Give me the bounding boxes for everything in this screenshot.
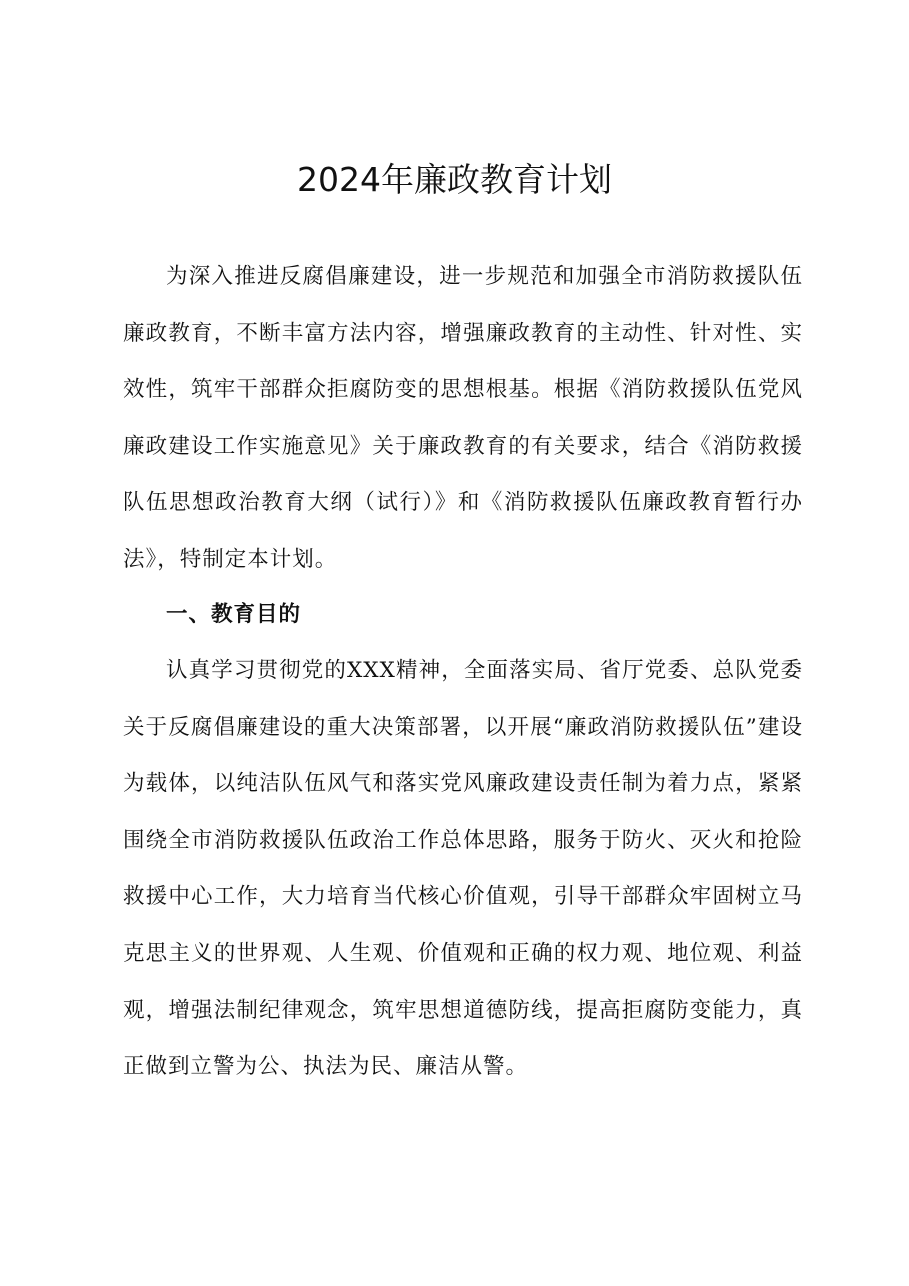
- section-heading-education-purpose: 一、教育目的: [166, 602, 302, 627]
- document-title: 2024年廉政教育计划: [297, 160, 612, 199]
- section-paragraph-education-purpose: 认真学习贯彻党的XXX精神，全面落实局、省厅党委、总队党委关于反腐倡廉建设的重大决策部署，以开展“廉政消防救援队伍”建设为载体，以纯洁队伍风气和落实党风廉政建设责任制为着力点，紧紧围绕全市消防救援队伍政治工作总体思路，服务于防火、灭火和抢险救援中心工作，大力培育当代核心价值观，引导干部群众牢固树立马克思主义的世界观、人生观、价值观和正确的权力观、地位观、利益观，增强法制纪律观念，筑牢思想道德防线，提高拒腐防变能力，真正做到立警为公、执法为民、廉洁从警。: [123, 658, 803, 1080]
- intro-paragraph: 为深入推进反腐倡廉建设，进一步规范和加强全市消防救援队伍廉政教育，不断丰富方法内容，增强廉政教育的主动性、针对性、实效性，筑牢干部群众拒腐防变的思想根基。根据《消防救援队伍党风廉政建设工作实施意见》关于廉政教育的有关要求，结合《消防救援队伍思想政治教育大纲（试行）》和《消防救援队伍廉政教育暂行办法》，特制定本计划。: [123, 264, 803, 572]
